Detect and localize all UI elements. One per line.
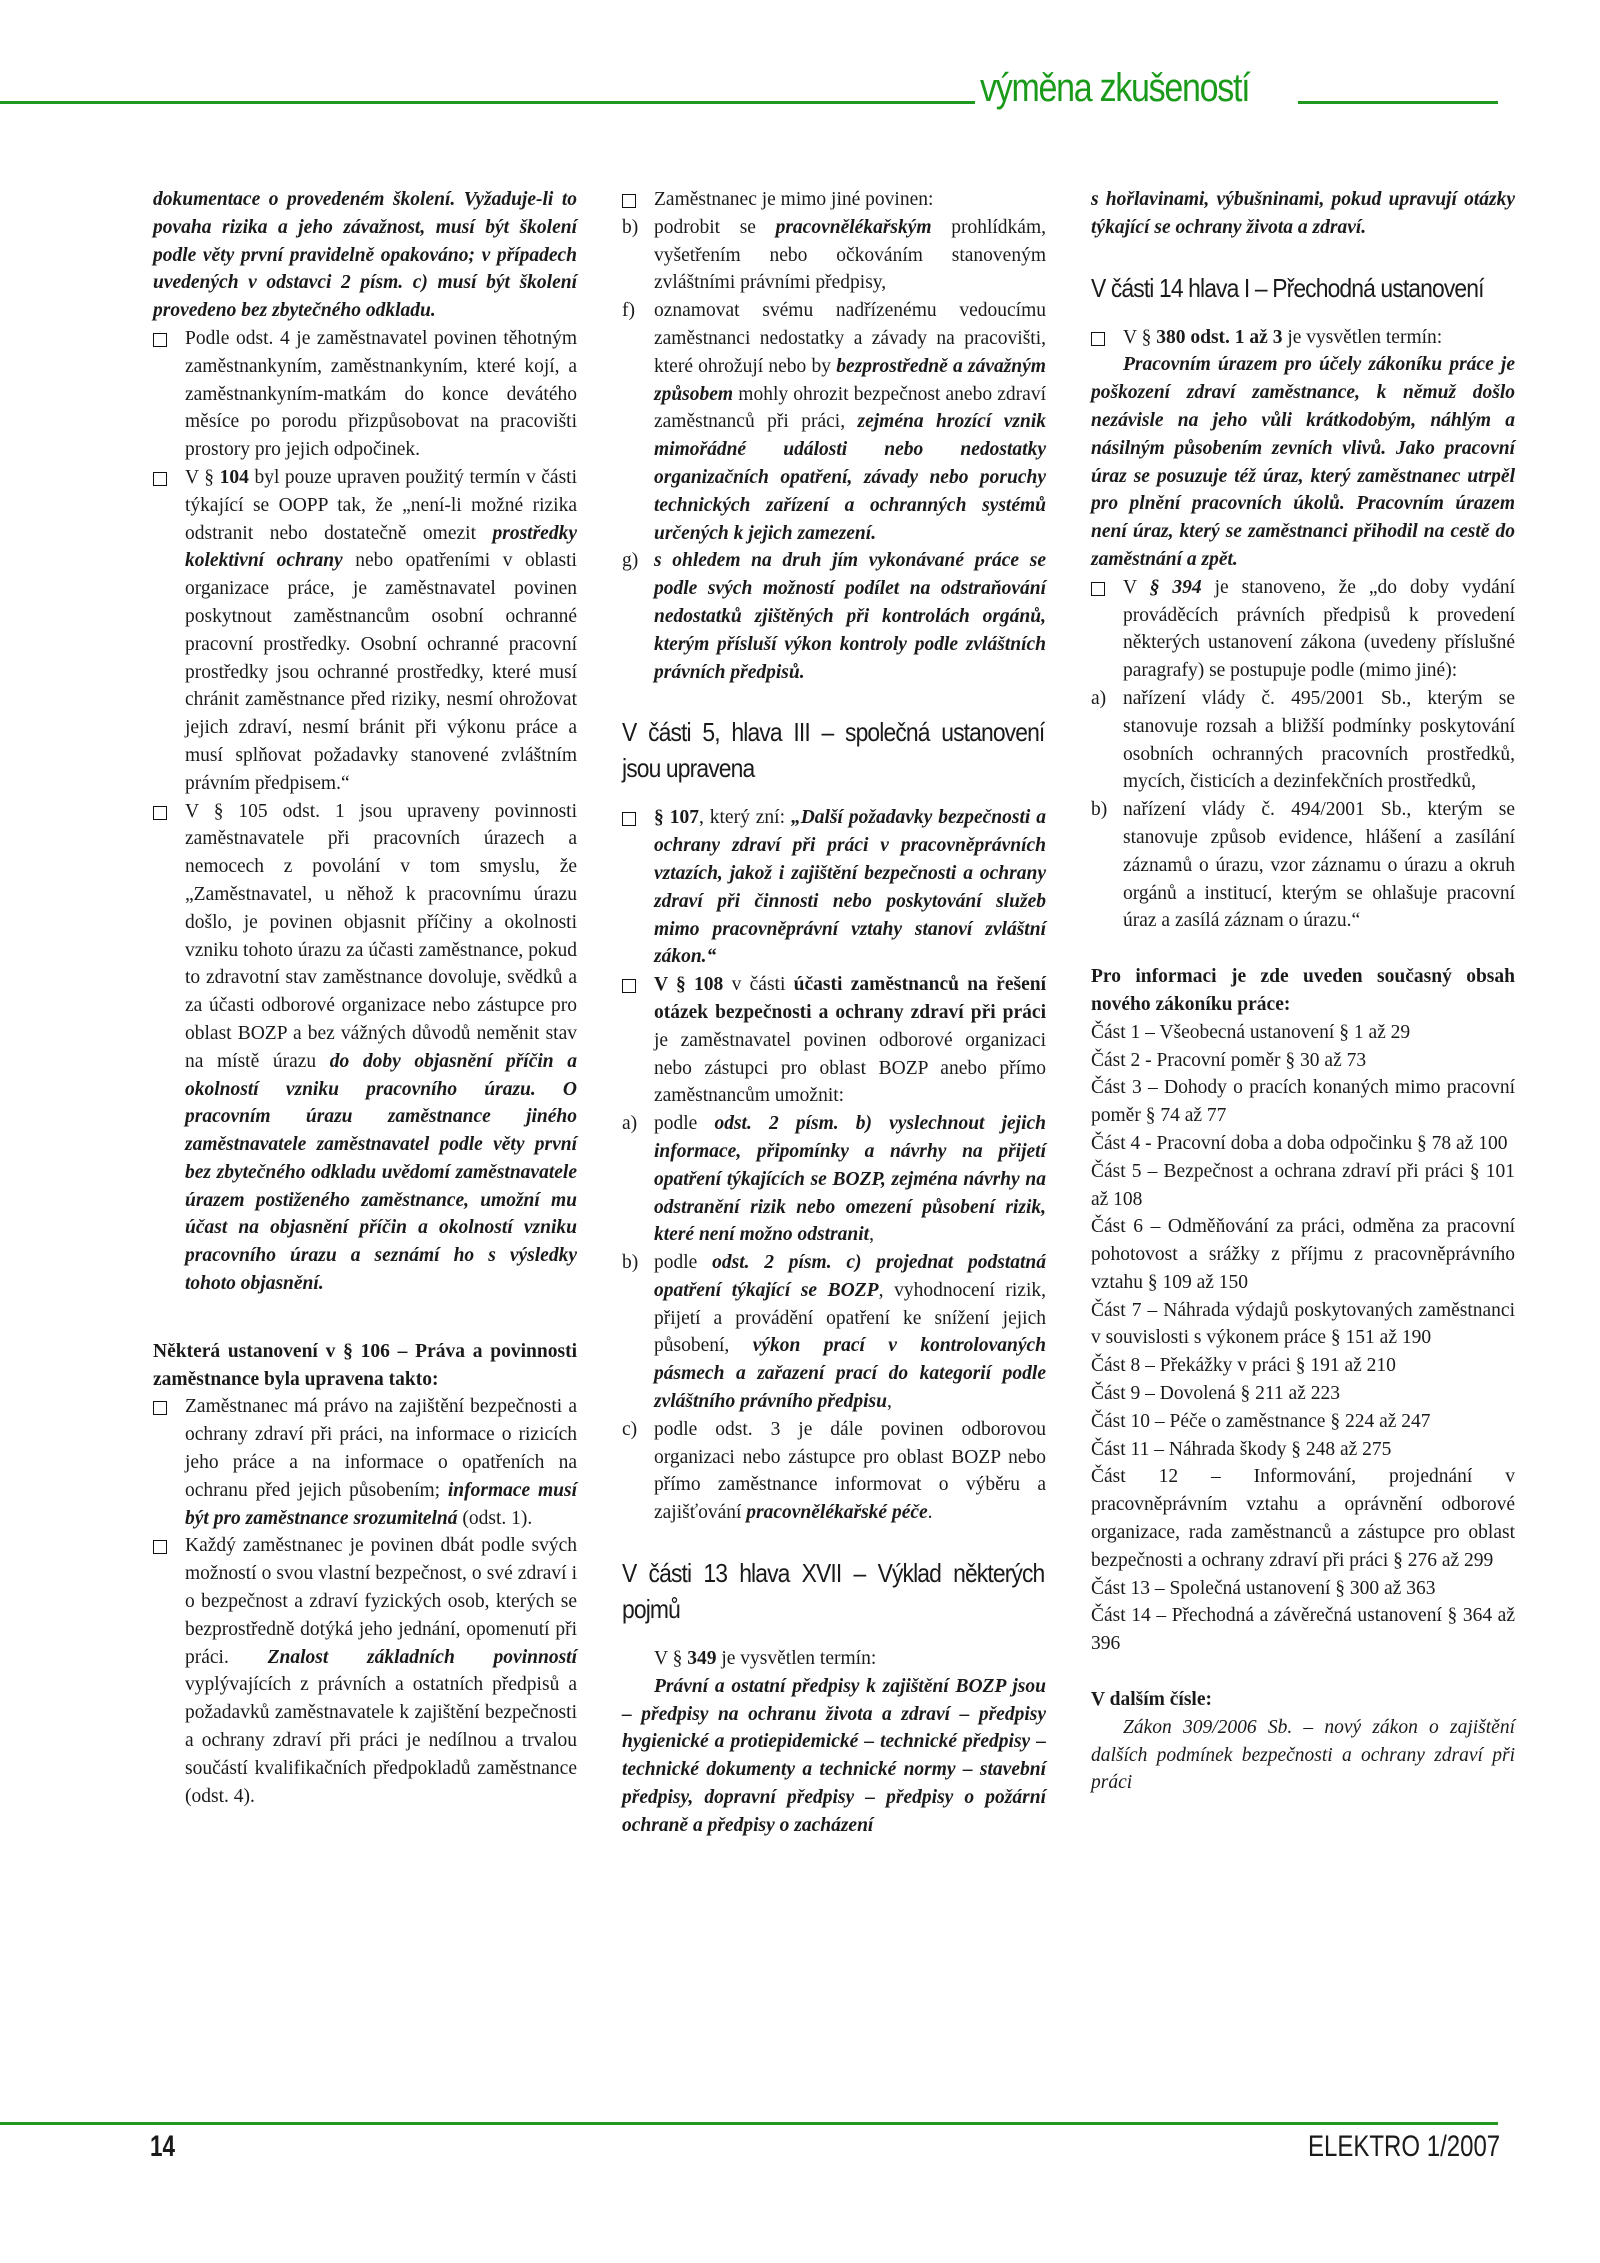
item-text: podrobit se: [654, 216, 776, 238]
emphasis: bezprostředně a závažným způsobem: [654, 355, 1046, 405]
magazine-issue: ELEKTRO 1/2007: [1307, 2130, 1500, 2163]
parts-list-item: Část 10 – Péče o zaměstnance § 224 až 247: [1091, 1410, 1431, 1432]
checkbox-bullet-icon: [153, 806, 167, 820]
item-text: je vysvětlen termín:: [716, 1648, 877, 1670]
checkbox-bullet-icon: [153, 333, 167, 347]
emphasis: „Další požadavky bezpečnosti a ochrany zdraví při práci v pracovněprávních vztazích, jakož i zajištění bezpečnosti a ochrany zdraví při činnosti nebo poskytování služeb mimo pracovněprávní vztahy stanoví zvláštní zákon.“: [654, 807, 1047, 968]
column-2: [622, 186, 1046, 1840]
item-letter: c): [622, 1418, 638, 1440]
checkbox-bullet-icon: [622, 979, 636, 993]
emphasis: pracovnělékařské péče: [746, 1502, 928, 1524]
lettered-item: [622, 297, 1046, 547]
item-text: podle odst. 3 je dále povinen odborovou organizaci nebo zástupce pro oblast BOZP nebo přímo zaměstnance informovat o výběru a zajišťování: [654, 1418, 1046, 1524]
item-text: nařízení vlády č. 495/2001 Sb., kterým se stanovuje rozsah a bližší podmínky poskytování osobních ochranných pracovních prostředků, mycích, čisticích a dezinfekčních prostředků,: [1123, 687, 1515, 793]
paragraph-ref: 380 odst. 1 až 3: [1156, 326, 1283, 348]
next-issue-text: Zákon 309/2006 Sb. – nový zákon o zajištění dalších podmínek bezpečnosti a ochrany zdraví při práci: [1091, 1716, 1515, 1794]
column-3: [1091, 186, 1515, 1797]
parts-list-item: Část 6 – Odměňování za práci, odměna za pracovní pohotovost a srážky z příjmu z pracovněprávního vztahu § 109 až 150: [1091, 1216, 1515, 1293]
parts-list-item: Část 3 – Dohody o pracích konaných mimo pracovní poměr § 74 až 77: [1091, 1077, 1515, 1127]
emphasis: s ohledem na druh jím vykonávané práce se podle svých možností podílet na odstraňování nedostatků zjištěných při kontrolách orgánů, kterým přísluší výkon kontroly podle zvláštních právních předpisů.: [654, 550, 1046, 683]
paragraph-ref: 349: [687, 1648, 717, 1670]
item-text: byl pouze upraven použitý termín v části týkající se OOPP tak, že „není-li možné rizika odstranit nebo dostatečně omezit: [185, 466, 577, 544]
lettered-item: [622, 1110, 1046, 1249]
paragraph-ref: § 107: [654, 807, 699, 829]
emphasis: účasti zaměstnanců na řešení otázek bezpečnosti a ochrany zdraví při práci: [654, 974, 1046, 1023]
list-item: [153, 325, 577, 464]
paragraph-ref: § 394: [1149, 576, 1202, 598]
emphasis: do doby objasnění příčin a okolností vzniku pracovního úrazu. O pracovním úrazu zaměstnance jiného zaměstnavatele zaměstnavatel podle věty první bez zbytečného odkladu uvědomí zaměstnavatele úrazem postiženého zaměstnance, umožní mu účast na objasnění příčin a okolností vzniku pracovního úrazu a seznámí ho s výsledky tohoto objasnění.: [185, 1050, 577, 1295]
checkbox-bullet-icon: [1091, 332, 1105, 346]
item-text: je zaměstnavatel povinen odborové organizaci nebo zástupci pro oblast BOZP anebo přímo zaměstnancům umožnit:: [654, 1029, 1046, 1107]
checkbox-bullet-icon: [622, 812, 636, 826]
section-title: výměna zkušeností: [980, 66, 1250, 110]
definition: Pracovním úrazem pro účely zákoníku práce je poškození zdraví zaměstnance, k němuž došlo nezávisle na jeho vůli krátkodobým, náhlým a násilným působením zevních vlivů. Jako pracovní úraz se posuzuje též úraz, který zaměstnanec utrpěl pro plnění pracovních úkolů. Pracovním úrazem není úraz, který se zaměstnanci přihodil na cestě do zaměstnání a zpět.: [1091, 354, 1515, 570]
paragraph-ref: V § 108: [654, 974, 724, 996]
emphasis: prostředky kolektivní ochrany: [185, 522, 577, 572]
paragraph: [622, 1645, 1046, 1673]
item-text: .: [927, 1502, 933, 1524]
item-text: podle: [654, 1113, 715, 1135]
paragraph-ref: 104: [219, 466, 249, 488]
item-text: oznamovat svému nadřízenému vedoucímu zaměstnanci nedostatky a závady na pracovišti, které ohrožují nebo by: [654, 300, 1046, 377]
item-letter: b): [622, 216, 639, 238]
item-text: v části: [723, 974, 794, 996]
header-rule-left: [0, 101, 975, 104]
checkbox-bullet-icon: [153, 1401, 167, 1415]
emphasis: Znalost základních povinností: [267, 1646, 577, 1668]
item-text: je stanoveno, že „do doby vydání prováděcích právních předpisů k provedení některých ustanovení zákona (uvedeny příslušné paragrafy) se postupuje podle (mimo jiné):: [1123, 576, 1516, 682]
info-heading: Pro informaci je zde uveden současný obsah nového zákoníku práce:: [1091, 966, 1515, 1015]
item-letter: b): [1091, 799, 1108, 821]
parts-list-item: Část 9 – Dovolená § 211 až 223: [1091, 1383, 1340, 1405]
list-item: [153, 798, 577, 1298]
list-item: [153, 464, 577, 798]
definition: Právní a ostatní předpisy k zajištění BOZP jsou – předpisy na ochranu života a zdraví – předpisy hygienické a protiepidemické – technické předpisy – technické dokumenty a technické normy – stavební předpisy, dopravní předpisy – předpisy o požární ochraně a předpisy o zacházení: [622, 1675, 1046, 1836]
item-letter: f): [622, 300, 635, 322]
parts-list-item: Část 8 – Překážky v práci § 191 až 210: [1091, 1355, 1396, 1377]
emphasis: výkon prací v kontrolovaných pásmech a zařazení prací do kategorií podle zvláštního právního předpisu: [654, 1335, 1046, 1413]
intro-paragraph: dokumentace o provedeném školení. Vyžaduje-li to povaha rizika a jeho závažnost, musí být školení podle věty první pravidelně opakováno; v případech uvedených v odstavci 2 písm. c) musí být školení provedeno bez zbytečného odkladu.: [153, 189, 577, 322]
item-text: podle: [654, 1252, 713, 1274]
item-letter: a): [1091, 687, 1107, 709]
lettered-item: [622, 214, 1046, 297]
lettered-item: [622, 547, 1046, 686]
item-text: prohlídkám, vyšetřením nebo očkováním stanoveným zvláštními právními předpisy,: [654, 216, 1046, 294]
lettered-item: [622, 1416, 1046, 1527]
lettered-item: [1091, 685, 1515, 796]
list-item: [153, 1532, 577, 1810]
parts-list-item: Část 14 – Přechodná a závěrečná ustanovení § 364 až 396: [1091, 1605, 1515, 1655]
item-text: V §: [185, 466, 220, 488]
parts-list-item: Část 12 – Informování, projednání v pracovněprávním vztahu a oprávnění odborové organizace, rada zaměstnanců a zástupce pro oblast bezpečnosti a ochrany zdraví při práci § 276 až 299: [1091, 1466, 1515, 1571]
item-text: nařízení vlády č. 494/2001 Sb., kterým se stanovuje způsob evidence, hlášení a zasílání záznamů o úrazu, vzor záznamu o úrazu a okruh orgánů a institucí, kterým se ohlašuje pracovní úraz a zasílá záznam o úrazu.“: [1123, 799, 1515, 932]
parts-list-item: Část 2 - Pracovní poměr § 30 až 73: [1091, 1049, 1367, 1071]
item-letter: b): [622, 1252, 639, 1274]
section-heading: V části 14 hlava I – Přechodná ustanovení: [1091, 272, 1484, 303]
item-text: (odst. 1).: [457, 1507, 533, 1529]
emphasis: zejména hrozící vznik mimořádné události nebo nedostatky organizačních opatření, závady nebo poruchy technických zařízení a ochranných systémů určených k jejich zamezení.: [654, 411, 1046, 544]
section-heading: V části 5, hlava III – společná ustanovení jsou upravena: [622, 717, 1045, 784]
item-text: ,: [869, 1224, 874, 1246]
next-issue-heading: V dalším čísle:: [1091, 1689, 1212, 1711]
lettered-item: [622, 1249, 1046, 1416]
item-text: , který zní:: [698, 807, 791, 829]
emphasis: informace musí být pro zaměstnance srozumitelná: [185, 1479, 577, 1529]
item-letter: a): [622, 1113, 638, 1135]
section-heading: Některá ustanovení v § 106 – Práva a povinnosti zaměstnance byla upravena takto:: [153, 1340, 577, 1390]
parts-list: [1091, 1019, 1515, 1658]
parts-list-item: Část 5 – Bezpečnost a ochrana zdraví při práci § 101 až 108: [1091, 1160, 1515, 1210]
footer-rule: [0, 2122, 1498, 2125]
checkbox-bullet-icon: [1091, 582, 1105, 596]
parts-list-item: Část 11 – Náhrada škody § 248 až 275: [1091, 1438, 1392, 1460]
page-number: 14: [150, 2130, 176, 2163]
list-item: [622, 971, 1046, 1110]
item-text: Zaměstnanec je mimo jiné povinen:: [654, 189, 934, 210]
column-1: [153, 186, 577, 1810]
emphasis: odst. 2 písm. c) projednat podstatná opatření týkající se BOZP: [654, 1252, 1046, 1301]
parts-list-item: Část 13 – Společná ustanovení § 300 až 363: [1091, 1577, 1436, 1599]
item-text: nebo opatřeními v oblasti organizace práce, je zaměstnavatel povinen poskytnout zaměstnancům osobní ochranné pracovní prostředky. Osobní ochranné pracovní prostředky jsou ochranné prostředky, které musí chránit zaměstnance před riziky, nesmí ohrožovat jejich zdraví, nesmí bránit při výkonu práce a musí splňovat požadavky stanovené zvláštním právním předpisem.“: [185, 550, 577, 794]
item-text: vyplývajících z právních a ostatních předpisů a požadavků zaměstnavatele k zajištění bezpečnosti a ochrany zdraví při práci je nedílnou a trvalou součástí kvalifikačních předpokladů zaměstnance (odst. 4).: [185, 1674, 577, 1807]
list-item: [622, 186, 1046, 214]
item-text: Podle odst. 4 je zaměstnavatel povinen těhotným zaměstnankyním, zaměstnankyním, které kojí, a zaměstnankyním-matkám do konce devátého měsíce po porodu přizpůsobovat na pracovišti prostory pro jejich odpočinek.: [185, 327, 577, 461]
checkbox-bullet-icon: [153, 1540, 167, 1554]
item-text: je vysvětlen termín:: [1282, 326, 1443, 348]
header-rule-right: [1298, 101, 1498, 104]
definition-continued: s hořlavinami, výbušninami, pokud upravují otázky týkající se ochrany života a zdraví.: [1091, 189, 1515, 238]
item-text: Zaměstnanec má právo na zajištění bezpečnosti a ochrany zdraví při práci, na informace o rizicích jeho práce a na informace o opatřeních na ochranu před jejich působením;: [185, 1396, 577, 1501]
list-item: [1091, 324, 1515, 352]
item-text: V §: [654, 1648, 688, 1670]
section-heading: V části 13 hlava XVII – Výklad některých pojmů: [622, 1558, 1045, 1625]
item-text: V § 105 odst. 1 jsou upraveny povinnosti zaměstnavatele při pracovních úrazech a nemocech z povolání v tom smyslu, že „Zaměstnavatel, u něhož k pracovnímu úrazu došlo, je povinen objasnit příčiny a okolnosti vzniku tohoto úrazu za účasti zaměstnance, pokud to zdravotní stav zaměstnance dovoluje, svědků a za účasti odborové organizace nebo zástupce pro oblast BOZP a bez vážných důvodů neměnit stav na místě úrazu: [185, 800, 577, 1072]
checkbox-bullet-icon: [153, 472, 167, 486]
parts-list-item: Část 7 – Náhrada výdajů poskytovaných zaměstnanci v souvislosti s výkonem práce § 151 až 190: [1091, 1299, 1515, 1349]
list-item: [622, 804, 1046, 971]
lettered-item: [1091, 796, 1515, 935]
parts-list-item: Část 1 – Všeobecná ustanovení § 1 až 29: [1091, 1021, 1411, 1043]
item-text: ,: [886, 1391, 892, 1413]
emphasis: odst. 2 písm. b) vyslechnout jejich informace, připomínky a návrhy na přijetí opatření týkajících se BOZP, zejména návrhy na odstranění rizik nebo omezení působení rizik, které není možno odstranit: [654, 1113, 1046, 1246]
list-item: [1091, 574, 1515, 685]
parts-list-item: Část 4 - Pracovní doba a doba odpočinku § 78 až 100: [1091, 1132, 1508, 1154]
item-letter: g): [622, 550, 639, 572]
item-text: V: [1123, 576, 1150, 598]
item-text: Každý zaměstnanec je povinen dbát podle svých možností o svou vlastní bezpečnost, o své zdraví i o bezpečnost a zdraví fyzických osob, kterých se bezprostředně dotýká jeho jednání, opomenutí při práci.: [185, 1535, 577, 1668]
item-text: , vyhodnocení rizik, přijetí a provádění opatření ke snížení jejich působení,: [654, 1279, 1046, 1357]
checkbox-bullet-icon: [622, 194, 636, 208]
item-text: V §: [1123, 326, 1157, 348]
list-item: [153, 1393, 577, 1532]
item-text: mohly ohrozit bezpečnost anebo zdraví zaměstnanců při práci,: [654, 383, 1046, 433]
emphasis: pracovnělékařským: [775, 216, 932, 238]
